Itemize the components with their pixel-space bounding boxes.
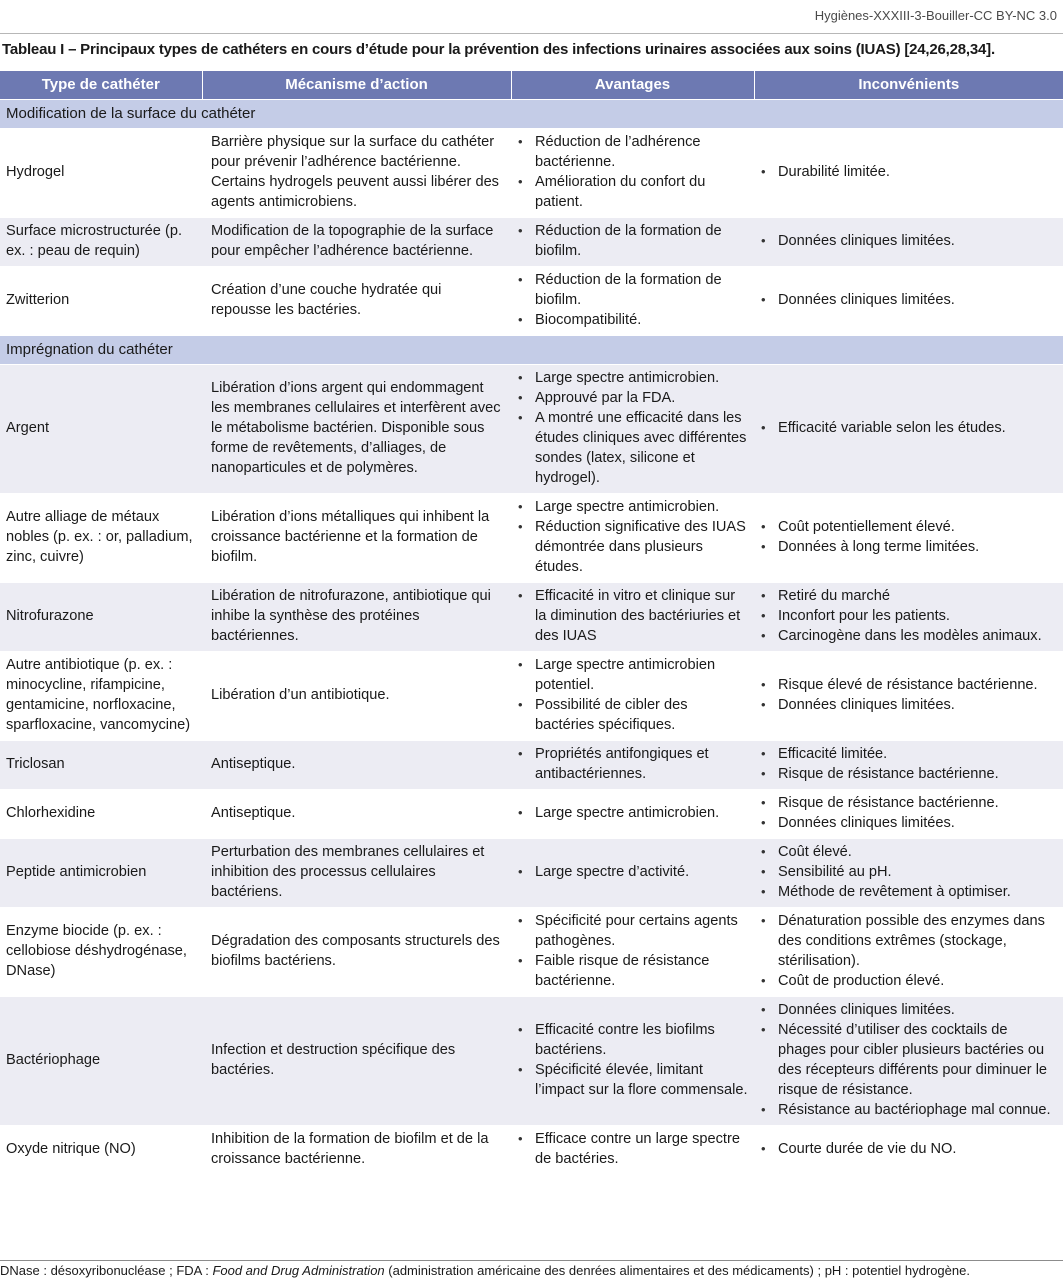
table-row	[0, 266, 1063, 335]
column-header: Type de cathéter	[0, 71, 202, 99]
table-row	[0, 996, 1063, 1125]
drawbacks-cell	[754, 996, 1063, 1125]
table-row	[0, 1125, 1063, 1174]
advantage-item: • Faible risque de résistance bactérienne.	[518, 951, 748, 991]
catheter-type: Surface microstructurée (p. ex. : peau de requin)	[0, 217, 202, 266]
section-row	[0, 99, 1063, 128]
advantage-item: • Large spectre antimicrobien.	[518, 497, 748, 517]
catheter-type: Autre alliage de métaux nobles (p. ex. : or, palladium, zinc, cuivre)	[0, 493, 202, 582]
drawbacks-cell	[754, 907, 1063, 996]
drawback-item: • Nécessité d’utiliser des cocktails de phages pour cibler plusieurs bactéries ou des récepteurs différents pour diminuer le risque de résistance.	[761, 1020, 1057, 1100]
column-header: Mécanisme d’action	[202, 71, 511, 99]
catheter-type: Oxyde nitrique (NO)	[0, 1125, 202, 1174]
column-header: Avantages	[511, 71, 754, 99]
bullet-list	[518, 132, 748, 212]
drawback-item: • Inconfort pour les patients.	[761, 606, 1057, 626]
mechanism: Inhibition de la formation de biofilm et de la croissance bactérienne.	[202, 1125, 511, 1174]
advantage-item: • Réduction significative des IUAS démontrée dans plusieurs études.	[518, 517, 748, 577]
mechanism: Antiseptique.	[202, 740, 511, 789]
table-row	[0, 217, 1063, 266]
advantage-item: • Réduction de la formation de biofilm.	[518, 221, 748, 261]
advantages-cell	[511, 651, 754, 740]
advantages-cell	[511, 996, 754, 1125]
catheter-type: Chlorhexidine	[0, 789, 202, 838]
advantage-item: • Réduction de l’adhérence bactérienne.	[518, 132, 748, 172]
mechanism: Perturbation des membranes cellulaires et inhibition des processus cellulaires bactériens.	[202, 838, 511, 907]
advantage-item: • Large spectre antimicrobien potentiel.	[518, 655, 748, 695]
footnote-suffix: (administration américaine des denrées alimentaires et des médicaments) ; pH : potentiel hydrogène.	[384, 1263, 970, 1278]
advantage-item: • Efficace contre un large spectre de bactéries.	[518, 1129, 748, 1169]
drawbacks-cell	[754, 789, 1063, 838]
table-row	[0, 907, 1063, 996]
advantage-item: • Efficacité contre les biofilms bactériens.	[518, 1020, 748, 1060]
drawback-item: • Risque de résistance bactérienne.	[761, 764, 1057, 784]
drawback-item: • Données cliniques limitées.	[761, 1000, 1057, 1020]
mechanism: Libération d’ions argent qui endommagent les membranes cellulaires et interfèrent avec le métabolisme bactérien. Disponible sous forme de revêtements, d’alliages, de nanoparticules et de polymères.	[202, 364, 511, 493]
drawback-item: • Risque élevé de résistance bactérienne.	[761, 675, 1057, 695]
bullet-list	[761, 1000, 1057, 1120]
footnote	[0, 1260, 1063, 1278]
bullet-list	[761, 290, 1057, 310]
table-row	[0, 493, 1063, 582]
mechanism: Antiseptique.	[202, 789, 511, 838]
drawback-item: • Coût de production élevé.	[761, 971, 1057, 991]
bullet-list	[518, 1129, 748, 1169]
drawback-item: • Retiré du marché	[761, 586, 1057, 606]
bullet-list	[518, 368, 748, 488]
drawback-item: • Coût potentiellement élevé.	[761, 517, 1057, 537]
bullet-list	[518, 497, 748, 577]
catheter-type: Autre antibiotique (p. ex. : minocycline, rifampicine, gentamicine, norfloxacine, sparfloxacine, vancomycine)	[0, 651, 202, 740]
drawback-item: • Données à long terme limitées.	[761, 537, 1057, 557]
drawbacks-cell	[754, 217, 1063, 266]
drawback-item: • Résistance au bactériophage mal connue.	[761, 1100, 1057, 1120]
mechanism: Création d’une couche hydratée qui repousse les bactéries.	[202, 266, 511, 335]
bullet-list	[518, 862, 748, 882]
drawback-item: • Méthode de revêtement à optimiser.	[761, 882, 1057, 902]
table-body	[0, 99, 1063, 1174]
bullet-list	[761, 744, 1057, 784]
advantages-cell	[511, 907, 754, 996]
advantage-item: • Possibilité de cibler des bactéries spécifiques.	[518, 695, 748, 735]
advantages-cell	[511, 838, 754, 907]
table-caption: Tableau I – Principaux types de cathéters en cours d’étude pour la prévention des infections urinaires associées aux soins (IUAS) [24,26,28,34].	[2, 41, 995, 58]
drawback-item: • Coût élevé.	[761, 842, 1057, 862]
drawback-item: • Données cliniques limitées.	[761, 695, 1057, 715]
table-row	[0, 364, 1063, 493]
footnote-prefix: DNase : désoxyribonucléase ; FDA :	[0, 1263, 213, 1278]
bullet-list	[761, 418, 1057, 438]
catheter-table	[0, 71, 1063, 1175]
catheter-type: Peptide antimicrobien	[0, 838, 202, 907]
section-row	[0, 335, 1063, 364]
advantages-cell	[511, 493, 754, 582]
drawbacks-cell	[754, 740, 1063, 789]
mechanism: Dégradation des composants structurels des biofilms bactériens.	[202, 907, 511, 996]
drawbacks-cell	[754, 651, 1063, 740]
bullet-list	[761, 586, 1057, 646]
catheter-type: Zwitterion	[0, 266, 202, 335]
drawback-item: • Données cliniques limitées.	[761, 231, 1057, 251]
table-header	[0, 71, 1063, 99]
drawback-item: • Données cliniques limitées.	[761, 813, 1057, 833]
advantages-cell	[511, 217, 754, 266]
drawback-item: • Risque de résistance bactérienne.	[761, 793, 1057, 813]
mechanism: Libération d’un antibiotique.	[202, 651, 511, 740]
advantages-cell	[511, 740, 754, 789]
catheter-type: Argent	[0, 364, 202, 493]
drawback-item: • Carcinogène dans les modèles animaux.	[761, 626, 1057, 646]
table-row	[0, 838, 1063, 907]
bullet-list	[761, 517, 1057, 557]
advantage-item: • A montré une efficacité dans les études cliniques avec différentes sondes (latex, silicone et hydrogel).	[518, 408, 748, 488]
advantages-cell	[511, 789, 754, 838]
footnote-italic: Food and Drug Administration	[212, 1263, 385, 1278]
drawbacks-cell	[754, 838, 1063, 907]
bullet-list	[518, 803, 748, 823]
drawbacks-cell	[754, 266, 1063, 335]
table-row	[0, 128, 1063, 217]
drawback-item: • Dénaturation possible des enzymes dans des conditions extrêmes (stockage, stérilisation).	[761, 911, 1057, 971]
bullet-list	[518, 1020, 748, 1100]
advantage-item: • Spécificité élevée, limitant l’impact sur la flore commensale.	[518, 1060, 748, 1100]
bullet-list	[518, 221, 748, 261]
advantage-item: • Propriétés antifongiques et antibactériennes.	[518, 744, 748, 784]
bullet-list	[761, 842, 1057, 902]
table-row	[0, 582, 1063, 651]
mechanism: Modification de la topographie de la surface pour empêcher l’adhérence bactérienne.	[202, 217, 511, 266]
advantage-item: • Approuvé par la FDA.	[518, 388, 748, 408]
drawbacks-cell	[754, 128, 1063, 217]
drawback-item: • Données cliniques limitées.	[761, 290, 1057, 310]
drawback-item: • Sensibilité au pH.	[761, 862, 1057, 882]
drawback-item: • Courte durée de vie du NO.	[761, 1139, 1057, 1159]
catheter-type: Nitrofurazone	[0, 582, 202, 651]
drawback-item: • Efficacité limitée.	[761, 744, 1057, 764]
drawbacks-cell	[754, 364, 1063, 493]
mechanism: Libération de nitrofurazone, antibiotique qui inhibe la synthèse des protéines bactériennes.	[202, 582, 511, 651]
table-row	[0, 789, 1063, 838]
catheter-type: Hydrogel	[0, 128, 202, 217]
advantage-item: • Biocompatibilité.	[518, 310, 748, 330]
header-reference: Hygiènes-XXXIII-3-Bouiller-CC BY-NC 3.0	[814, 8, 1057, 23]
advantage-item: • Large spectre d’activité.	[518, 862, 748, 882]
bullet-list	[761, 162, 1057, 182]
advantages-cell	[511, 266, 754, 335]
drawbacks-cell	[754, 582, 1063, 651]
bullet-list	[761, 911, 1057, 991]
drawback-item: • Efficacité variable selon les études.	[761, 418, 1057, 438]
advantage-item: • Large spectre antimicrobien.	[518, 368, 748, 388]
bullet-list	[518, 270, 748, 330]
catheter-type: Enzyme biocide (p. ex. : cellobiose déshydrogénase, DNase)	[0, 907, 202, 996]
advantages-cell	[511, 582, 754, 651]
table-row	[0, 651, 1063, 740]
bullet-list	[761, 1139, 1057, 1159]
table-row	[0, 740, 1063, 789]
bullet-list	[518, 744, 748, 784]
mechanism: Libération d’ions métalliques qui inhibent la croissance bactérienne et la formation de biofilm.	[202, 493, 511, 582]
drawback-item: • Durabilité limitée.	[761, 162, 1057, 182]
column-header: Inconvénients	[754, 71, 1063, 99]
mechanism: Barrière physique sur la surface du cathéter pour prévenir l’adhérence bactérienne. Certains hydrogels peuvent aussi libérer des agents antimicrobiens.	[202, 128, 511, 217]
advantages-cell	[511, 364, 754, 493]
advantages-cell	[511, 128, 754, 217]
bullet-list	[761, 675, 1057, 715]
advantage-item: • Réduction de la formation de biofilm.	[518, 270, 748, 310]
bullet-list	[761, 793, 1057, 833]
advantage-item: • Spécificité pour certains agents pathogènes.	[518, 911, 748, 951]
bullet-list	[518, 911, 748, 991]
advantage-item: • Amélioration du confort du patient.	[518, 172, 748, 212]
page-header	[0, 0, 1063, 34]
advantages-cell	[511, 1125, 754, 1174]
bullet-list	[518, 655, 748, 735]
advantage-item: • Large spectre antimicrobien.	[518, 803, 748, 823]
drawbacks-cell	[754, 1125, 1063, 1174]
drawbacks-cell	[754, 493, 1063, 582]
mechanism: Infection et destruction spécifique des bactéries.	[202, 996, 511, 1125]
bullet-list	[518, 586, 748, 646]
catheter-type: Bactériophage	[0, 996, 202, 1125]
section-title: Imprégnation du cathéter	[0, 335, 1063, 364]
section-title: Modification de la surface du cathéter	[0, 99, 1063, 128]
advantage-item: • Efficacité in vitro et clinique sur la diminution des bactériuries et des IUAS	[518, 586, 748, 646]
catheter-type: Triclosan	[0, 740, 202, 789]
bullet-list	[761, 231, 1057, 251]
